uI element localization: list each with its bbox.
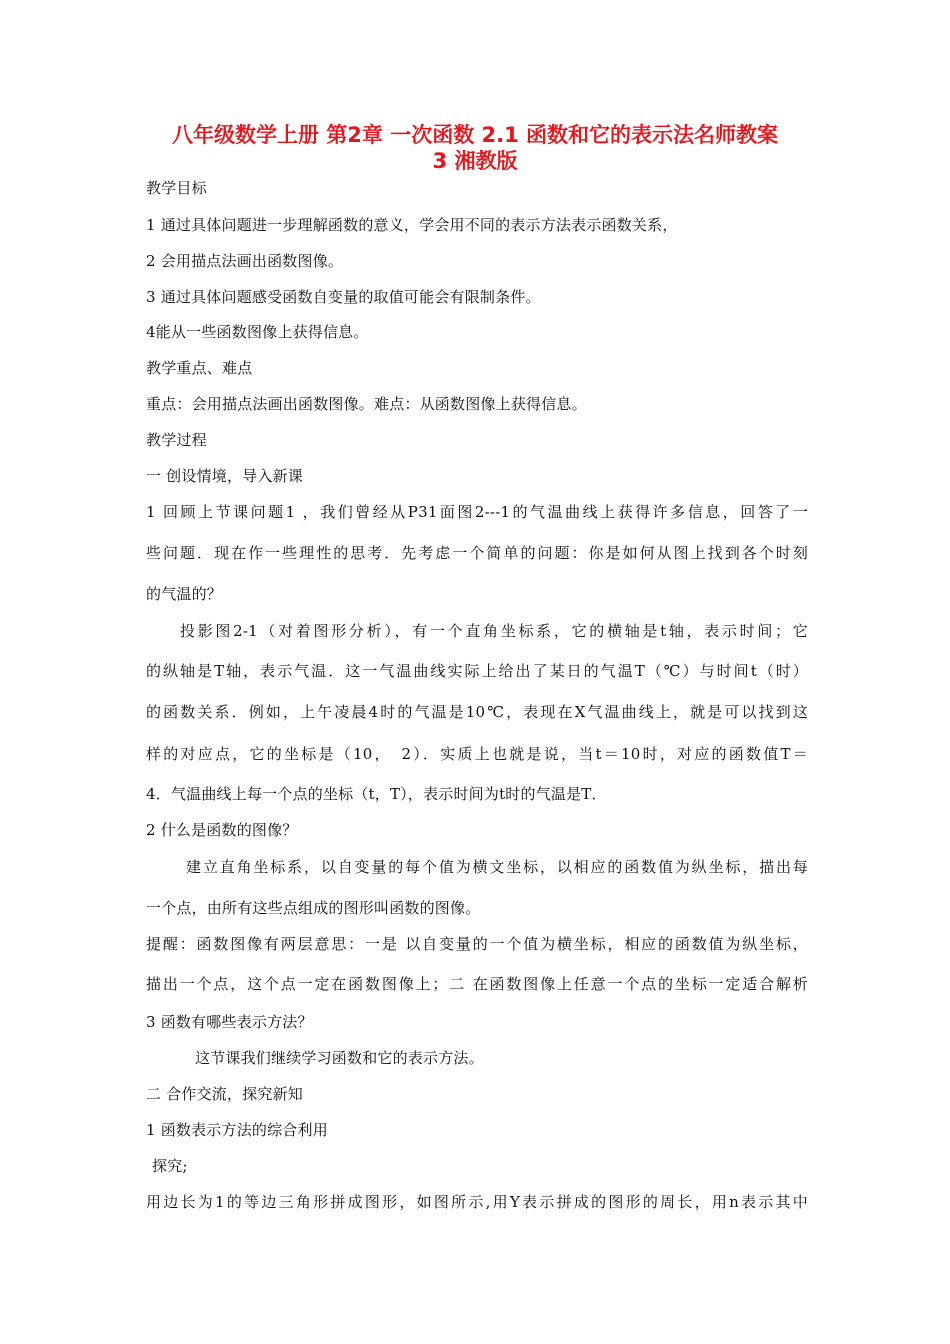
paragraph-line: 的气温的？ — [146, 585, 223, 603]
section-heading-key-points: 教学重点、难点 — [146, 359, 253, 377]
section-heading-objectives: 教学目标 — [146, 179, 207, 197]
paragraph-line: 1 函数表示方法的综合利用 — [146, 1121, 328, 1139]
paragraph-line: 重点：会用描点法画出函数图像。难点：从函数图像上获得信息。 — [146, 395, 587, 413]
paragraph-line: 的纵轴是T轴，表示气温．这一气温曲线实际上给出了某日的气温T（℃）与时间t（时） — [146, 662, 808, 680]
paragraph-line: 的函数关系．例如，上午凌晨4时的气温是10℃，表现在X气温曲线上，就是可以找到这 — [146, 703, 808, 721]
document-title-continued: 3 湘教版 — [432, 149, 518, 173]
section-heading-process: 教学过程 — [146, 431, 207, 449]
paragraph-line: 探究; — [152, 1157, 188, 1175]
paragraph-line: 一个点，由所有这些点组成的图形叫函数的图像。 — [146, 899, 481, 917]
paragraph-line: 1 回顾上节课问题1 ，我们曾经从P31面图2---1的气温曲线上获得许多信息，回答了一 — [146, 503, 808, 521]
paragraph-line: 2 什么是函数的图像？ — [146, 821, 298, 839]
paragraph-line: 建立直角坐标系，以自变量的每个值为横文坐标，以相应的函数值为纵坐标，描出每 — [186, 858, 808, 876]
section-heading-part-one: 一 创设情境，导入新课 — [146, 467, 303, 485]
paragraph-line: 3 函数有哪些表示方法？ — [146, 1013, 313, 1031]
paragraph-line: 1 通过具体问题进一步理解函数的意义，学会用不同的表示方法表示函数关系， — [146, 216, 678, 234]
paragraph-line: 描出一个点，这个点一定在函数图像上；二 在函数图像上任意一个点的坐标一定适合解析 — [146, 975, 808, 993]
paragraph-line: 3 通过具体问题感受函数自变量的取值可能会有限制条件。 — [146, 288, 541, 306]
paragraph-line: 4能从一些函数图像上获得信息。 — [146, 323, 369, 341]
paragraph-line: 投影图2-1（对着图形分析），有一个直角坐标系，它的横轴是t轴，表示时间；它 — [180, 622, 808, 640]
paragraph-line: 4．气温曲线上每一个点的坐标（t，T），表示时间为t时的气温是T． — [146, 785, 607, 803]
paragraph-line: 提醒：函数图像有两层意思：一是 以自变量的一个值为横坐标，相应的函数值为纵坐标， — [146, 935, 808, 953]
paragraph-line: 样的对应点，它的坐标是（10， 2）．实质上也就是说，当t＝10时，对应的函数值T＝ — [146, 745, 808, 763]
document-title: 八年级数学上册 第2章 一次函数 2.1 函数和它的表示法名师教案 — [171, 123, 779, 147]
section-heading-part-two: 二 合作交流，探究新知 — [146, 1085, 303, 1103]
paragraph-line: 2 会用描点法画出函数图像。 — [146, 252, 344, 270]
paragraph-line: 这节课我们继续学习函数和它的表示方法。 — [195, 1049, 484, 1067]
paragraph-line: 些问题．现在作一些理性的思考．先考虑一个简单的问题：你是如何从图上找到各个时刻 — [146, 544, 808, 562]
paragraph-line: 用边长为1的等边三角形拼成图形，如图所示,用Y表示拼成的图形的周长，用n表示其中 — [146, 1193, 808, 1211]
